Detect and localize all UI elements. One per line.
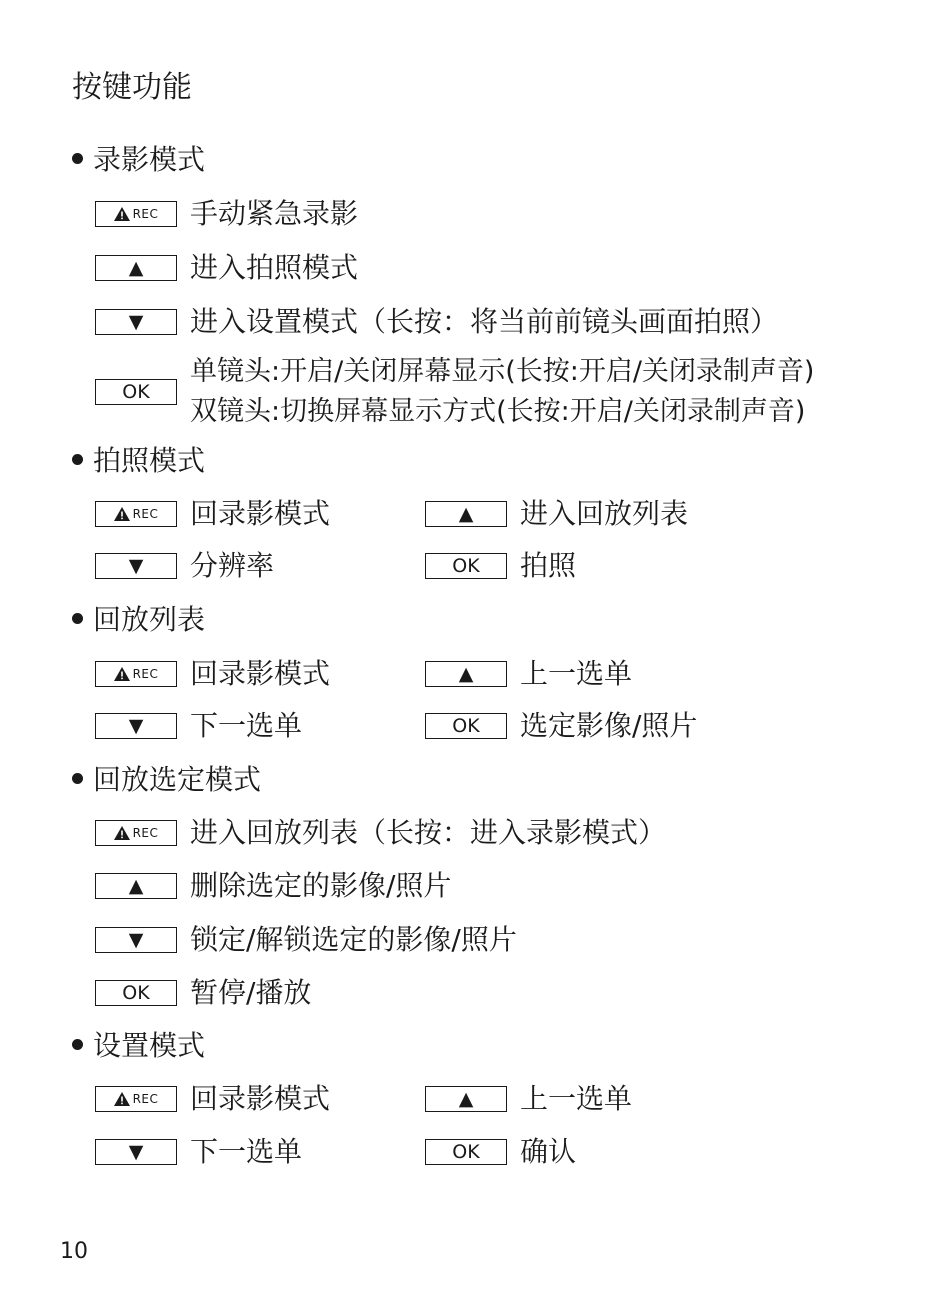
down-arrow-icon: ▼: [128, 310, 144, 333]
section-playback-list: [72, 602, 205, 638]
playlist-ok-row: [425, 708, 697, 744]
section-record-mode: [72, 142, 205, 178]
bullet-icon: [72, 153, 83, 164]
up-key[interactable]: [425, 661, 507, 687]
up-key[interactable]: [425, 501, 507, 527]
key-description: 删除选定的影像/照片: [190, 869, 452, 902]
down-key[interactable]: [95, 553, 177, 579]
down-key[interactable]: [95, 309, 177, 335]
record-ok-row: [95, 352, 814, 432]
up-key[interactable]: [95, 873, 177, 899]
playselect-rec-row: [95, 815, 666, 851]
record-up-row: [95, 250, 358, 286]
key-description: 确认: [520, 1135, 577, 1168]
ok-key[interactable]: OK: [95, 379, 177, 405]
key-description: 拍照: [520, 549, 577, 582]
bullet-icon: [72, 454, 83, 465]
key-description: 回录影模式: [190, 497, 331, 530]
up-key[interactable]: [95, 255, 177, 281]
bullet-icon: [72, 773, 83, 784]
key-description: 选定影像/照片: [520, 709, 698, 742]
up-arrow-icon: ▲: [458, 502, 474, 525]
key-description: 进入设置模式（长按：将当前前镜头画面拍照）: [190, 305, 779, 338]
settings-rec-row: [95, 1081, 330, 1117]
ok-key[interactable]: OK: [425, 1139, 507, 1165]
down-arrow-icon: ▼: [128, 554, 144, 577]
settings-ok-row: [425, 1134, 576, 1170]
key-description: 上一选单: [520, 657, 633, 690]
key-description: 进入回放列表（长按：进入录影模式）: [190, 816, 667, 849]
playlist-down-row: [95, 708, 302, 744]
up-arrow-icon: ▲: [128, 874, 144, 897]
record-rec-row: [95, 196, 358, 232]
settings-up-row: [425, 1081, 632, 1117]
key-description: 下一选单: [190, 1135, 303, 1168]
down-key[interactable]: [95, 927, 177, 953]
page-title: 按键功能: [72, 70, 192, 105]
photo-rec-row: [95, 496, 330, 532]
section-heading: 拍照模式: [93, 444, 206, 477]
section-heading: 录影模式: [93, 143, 206, 176]
section-heading: 回放列表: [93, 603, 206, 636]
key-description: 回录影模式: [190, 657, 331, 690]
bullet-icon: [72, 1039, 83, 1050]
photo-ok-row: [425, 548, 576, 584]
key-description-line2: 双镜头:切换屏幕显示方式(长按:开启/关闭录制声音): [190, 396, 806, 427]
playselect-ok-row: [95, 975, 311, 1011]
ok-key[interactable]: OK: [425, 713, 507, 739]
rec-key[interactable]: REC: [95, 201, 177, 227]
ok-key[interactable]: OK: [425, 553, 507, 579]
key-description: 暂停/播放: [190, 976, 312, 1009]
page-number: 10: [60, 1239, 88, 1264]
playselect-up-row: [95, 868, 451, 904]
record-down-row: [95, 304, 778, 340]
key-description-line1: 单镜头:开启/关闭屏幕显示(长按:开启/关闭录制声音): [190, 356, 815, 387]
playselect-down-row: [95, 922, 517, 958]
key-description: 进入拍照模式: [190, 251, 359, 284]
up-arrow-icon: ▲: [458, 1087, 474, 1110]
settings-down-row: [95, 1134, 302, 1170]
section-playback-select-mode: [72, 762, 261, 798]
warning-icon: [114, 1092, 130, 1106]
down-arrow-icon: ▼: [128, 714, 144, 737]
warning-icon: [114, 507, 130, 521]
up-arrow-icon: ▲: [128, 256, 144, 279]
down-arrow-icon: ▼: [128, 1140, 144, 1163]
bullet-icon: [72, 613, 83, 624]
key-description: 锁定/解锁选定的影像/照片: [190, 923, 517, 956]
key-description: 下一选单: [190, 709, 303, 742]
warning-icon: [114, 207, 130, 221]
down-arrow-icon: ▼: [128, 928, 144, 951]
rec-key[interactable]: REC: [95, 820, 177, 846]
down-key[interactable]: [95, 713, 177, 739]
up-key[interactable]: [425, 1086, 507, 1112]
key-description: 上一选单: [520, 1082, 633, 1115]
section-photo-mode: [72, 443, 205, 479]
warning-icon: [114, 667, 130, 681]
key-description: 分辨率: [190, 549, 275, 582]
section-heading: 设置模式: [93, 1029, 206, 1062]
playlist-up-row: [425, 656, 632, 692]
key-description: 手动紧急录影: [190, 197, 359, 230]
down-key[interactable]: [95, 1139, 177, 1165]
section-heading: 回放选定模式: [93, 763, 262, 796]
rec-key[interactable]: REC: [95, 661, 177, 687]
key-description: 回录影模式: [190, 1082, 331, 1115]
rec-key[interactable]: REC: [95, 501, 177, 527]
photo-down-row: [95, 548, 274, 584]
warning-icon: [114, 826, 130, 840]
section-settings-mode: [72, 1028, 205, 1064]
up-arrow-icon: ▲: [458, 662, 474, 685]
key-description: 进入回放列表: [520, 497, 689, 530]
ok-key[interactable]: OK: [95, 980, 177, 1006]
photo-up-row: [425, 496, 688, 532]
playlist-rec-row: [95, 656, 330, 692]
rec-key[interactable]: REC: [95, 1086, 177, 1112]
